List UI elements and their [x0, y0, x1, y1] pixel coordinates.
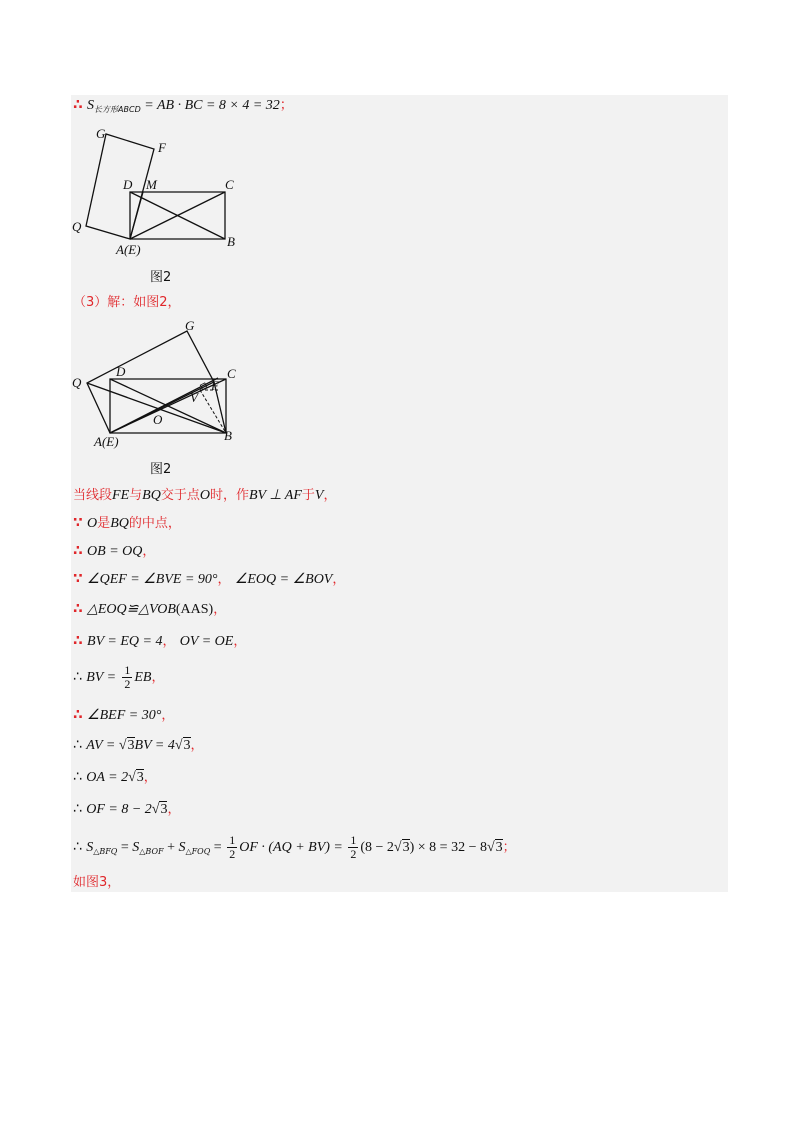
label2-A: A(E) — [94, 434, 119, 449]
label-F: F — [158, 140, 166, 155]
fraction: $\frac{1}{2}$ — [229, 833, 236, 861]
part3-heading: （3）解：如图2， — [73, 295, 181, 310]
step-angle-bef: ∴ ∠BEF = 30°， — [73, 707, 175, 723]
label-C: C — [225, 177, 234, 192]
label-M: M — [146, 177, 157, 192]
label-G: G — [96, 126, 106, 141]
figure-3-reference: 如图3， — [73, 875, 121, 890]
area-rectangle-line: ∴ $S_{长方形ABCD}$ = AB · BC = 8 × 4 = 32； — [73, 97, 294, 114]
figure-1-caption: 图2 — [150, 270, 172, 285]
step-oa: ∴ OA = 2√3， — [73, 769, 157, 785]
step-av: ∴ AV = √3BV = 4√3， — [73, 737, 204, 753]
figure-2-diagram — [70, 318, 250, 458]
label-Q: Q — [72, 219, 82, 234]
step-intersection: 当线段FE与BQ交于点O时，作BV ⊥ AF于V， — [73, 488, 337, 503]
label-A: A(E) — [116, 242, 141, 257]
fraction: $\frac{1}{2}$ — [350, 833, 357, 861]
label-B: B — [227, 234, 235, 249]
figure-1-diagram — [70, 122, 250, 262]
label2-D: D — [116, 364, 126, 379]
step-midpoint: ∵ O是BQ的中点， — [73, 515, 181, 531]
step-angles: ∵ ∠QEF = ∠BVE = 90°， ∠EOQ = ∠BOV， — [73, 571, 346, 587]
label2-B: B — [224, 428, 232, 443]
label2-V: V — [190, 390, 198, 405]
fraction: $\frac{1}{2}$ — [124, 663, 131, 691]
label2-F: F — [211, 378, 219, 393]
step-ob-oq: ∴ OB = OQ， — [73, 543, 156, 559]
step-bv-eq: ∴ BV = EQ = 4， OV = OE， — [73, 633, 247, 649]
label2-Q: Q — [72, 375, 82, 390]
step-area-bfq: ∴ $S_{\triangle BFQ} = S_{\triangle BOF} + S_{\triangle FOQ}$ = $\frac{1}{2}$ OF · (AQ + BV) = $\frac{1}{2}$ (8 − 2√3) × 8 = 32 − 8√3； — [73, 833, 516, 861]
label2-O: O — [153, 412, 163, 427]
step-congruent: ∴ △EOQ≌△VOB(AAS)， — [73, 601, 227, 617]
label2-C: C — [227, 366, 236, 381]
label2-G: G — [185, 318, 195, 333]
step-of: ∴ OF = 8 − 2√3， — [73, 801, 181, 817]
figure-2-caption: 图2 — [150, 462, 172, 477]
step-bv-half-eb: ∴ BV = $\frac{1}{2}$ EB， — [73, 663, 165, 691]
label-D: D — [123, 177, 133, 192]
